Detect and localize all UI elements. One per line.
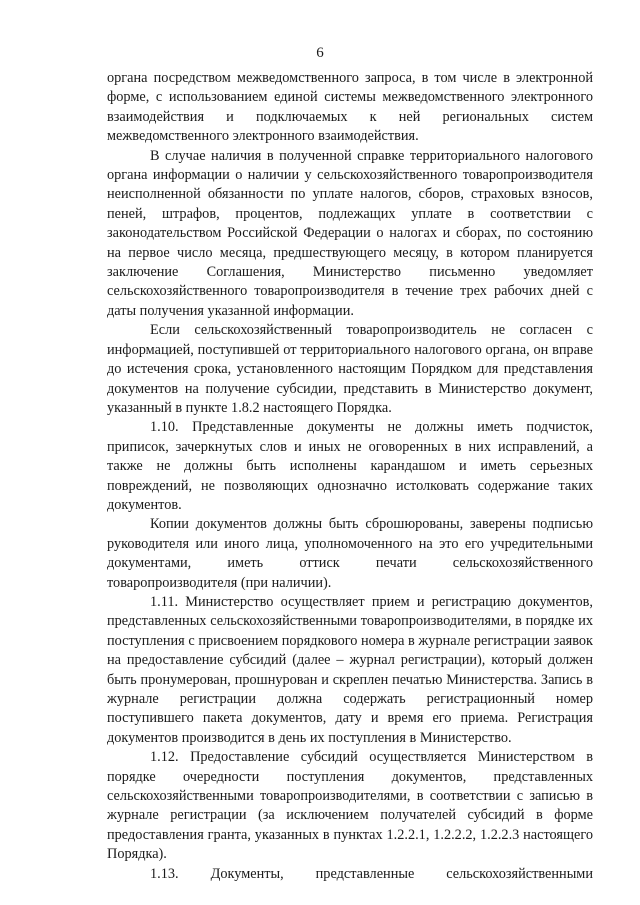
paragraph: 1.12. Предоставление субсидий осуществляется Министерством в порядке очередности поступления документов, представленных сельскохозяйственными товаропроизводителями, в соответствии с записью в журнале регистрации (за исключением получателей субсидий в форме предоставления гранта, указанных в пунктах 1.2.2.1, 1.2.2.2, 1.2.2.3 настоящего Порядка).: [107, 749, 593, 863]
paragraph: В случае наличия в полученной справке территориального налогового органа информации о наличии у сельскохозяйственного товаропроизводителя неисполненной обязанности по уплате налогов, сборов, страховых взносов, пеней, штрафов, процентов, подлежащих уплате в соответствии с законодательством Российской Федерации о налогах и сборах, по состоянию на первое число месяца, предшествующего месяцу, в котором планируется заключение Соглашения, Министерство письменно уведомляет сельскохозяйственного товаропроизводителя в течение трех рабочих дней с даты получения указанной информации.: [107, 147, 593, 319]
paragraph: 1.10. Представленные документы не должны иметь подчисток, приписок, зачеркнутых слов и иных не оговоренных в них исправлений, а также не должны быть исполнены карандашом и иметь серьезных повреждений, не позволяющих однозначно истолковать содержание таких документов.: [107, 419, 593, 513]
body-text: [107, 69, 593, 884]
paragraph: органа посредством межведомственного запроса, в том числе в электронной форме, с использованием единой системы межведомственного электронного взаимодействия и подключаемых к ней региональных систем межведомственного электронного взаимодействия.: [107, 70, 593, 145]
page-number: 6: [316, 45, 324, 61]
paragraph: 1.13. Документы, представленные сельскохозяйственными: [150, 865, 593, 882]
paragraph: Копии документов должны быть сброшюрованы, заверены подписью руководителя или иного лица, уполномоченного на это его учредительными документами, иметь оттиск печати сельскохозяйственного товаропроизводителя (при наличии).: [107, 516, 593, 591]
paragraph: Если сельскохозяйственный товаропроизводитель не согласен с информацией, поступившей от территориального налогового органа, он вправе до истечения срока, установленного настоящим Порядком для представления документов на получение субсидии, представить в Министерство документ, указанный в пункте 1.8.2 настоящего Порядка.: [107, 322, 593, 416]
paragraph: 1.11. Министерство осуществляет прием и регистрацию документов, представленных сельскохозяйственными товаропроизводителями, в порядке их поступления с присвоением порядкового номера в журнале регистрации заявок на предоставление субсидий (далее – журнал регистрации), который должен быть пронумерован, прошнурован и скреплен печатью Министерства. Запись в журнале регистрации должна содержать регистрационный номер поступившего пакета документов, дату и время его приема. Регистрация документов производится в день их поступления в Министерство.: [107, 593, 593, 746]
